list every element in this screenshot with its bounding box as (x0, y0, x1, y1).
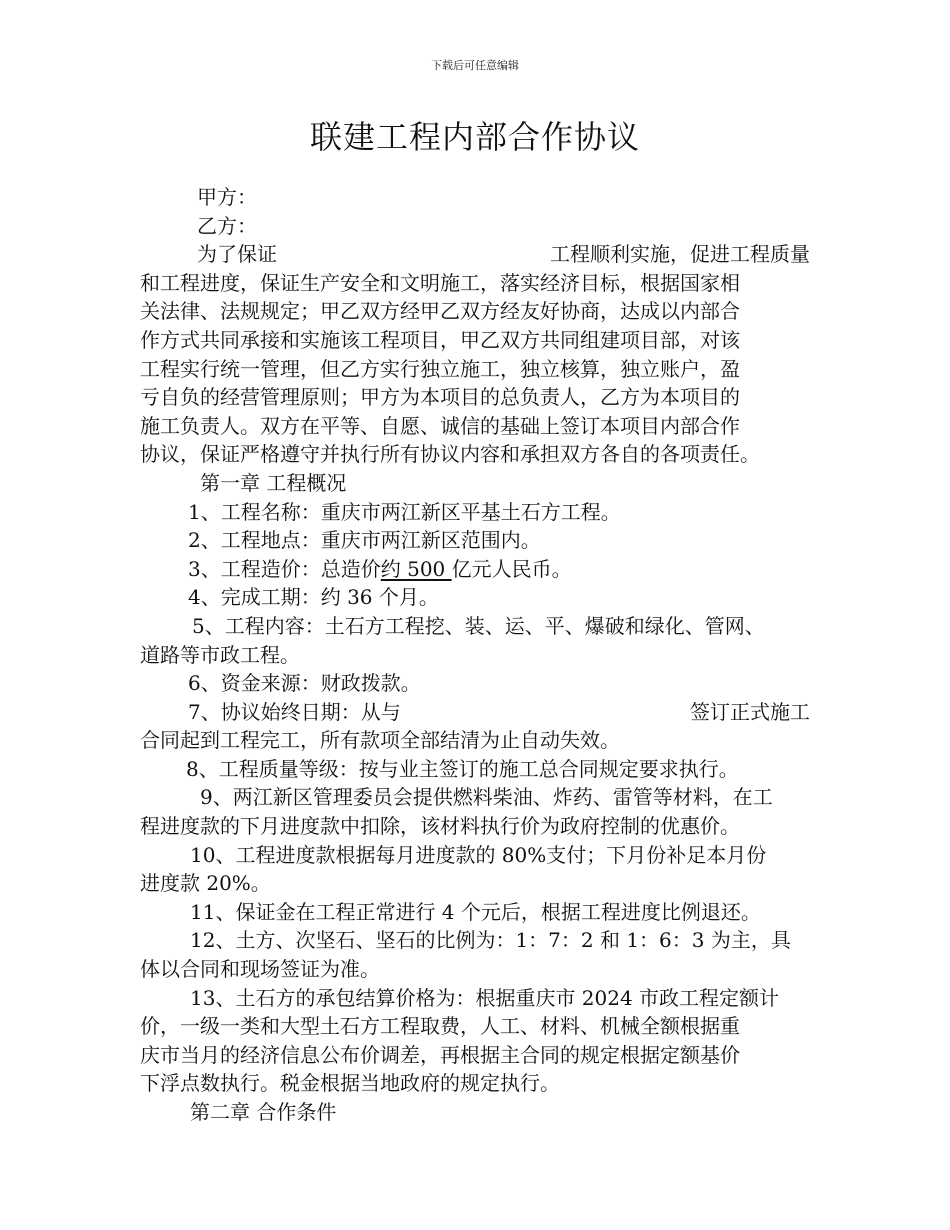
clause-item-cont: 合同起到工程完工，所有款项全部结清为止自动失效。 (140, 728, 620, 753)
clause-item: 10、工程进度款根据每月进度款的 80%支付；下月份补足本月份 (190, 842, 767, 867)
intro-line: 亏自负的经营管理原则；甲方为本项目的总负责人，乙方为本项目的 (140, 385, 740, 410)
clause-item-cont: 体以合同和现场签证为准。 (140, 957, 380, 982)
clause-item: 8、工程质量等级：按与业主签订的施工总合同规定要求执行。 (186, 756, 739, 781)
clause-text: 7、协议始终日期：从与 (188, 699, 401, 724)
intro-line: 和工程进度，保证生产安全和文明施工，落实经济目标，根据国家相 (140, 270, 740, 295)
clause-item: 6、资金来源：财政拨款。 (188, 671, 421, 696)
document-body (140, 183, 810, 1127)
intro-line: 作方式共同承接和实施该工程项目，甲乙双方共同组建项目部，对该 (140, 327, 740, 352)
intro-line: 关法律、法规规定；甲乙双方经甲乙双方经友好协商，达成以内部合 (140, 299, 740, 324)
clause-text: 亿元人民币。 (451, 556, 572, 581)
party-b-line: 乙方： (197, 213, 257, 238)
intro-text: 为了保证 (197, 242, 277, 267)
intro-text: 工程顺利实施，促进工程质量 (550, 242, 810, 267)
clause-item (140, 555, 810, 584)
clause-item-cont: 价，一级一类和大型土石方工程取费，人工、材料、机械全额根据重 (140, 1014, 740, 1039)
intro-line: 施工负责人。双方在平等、自愿、诚信的基础上签订本项目内部合作 (140, 413, 740, 438)
intro-line: 协议，保证严格遵守并执行所有协议内容和承担双方各自的各项责任。 (140, 442, 760, 467)
page-header: 下载后可任意编辑 (431, 59, 519, 72)
clause-item-cont: 庆市当月的经济信息公布价调差，再根据主合同的规定根据定额基价 (140, 1042, 740, 1067)
clause-text: 3、工程造价：总造价 (188, 556, 381, 581)
party-a-line: 甲方： (197, 185, 257, 209)
clause-item: 9、两江新区管理委员会提供燃料柴油、炸药、雷管等材料，在工 (200, 785, 773, 810)
clause-item: 5、工程内容：土石方工程挖、装、运、平、爆破和绿化、管网、 (192, 613, 765, 638)
clause-item: 2、工程地点：重庆市两江新区范围内。 (188, 528, 541, 553)
clause-item-cont: 程进度款的下月进度款中扣除，该材料执行价为政府控制的优惠价。 (140, 814, 740, 839)
clause-item-cont: 道路等市政工程。 (140, 642, 300, 667)
clause-text: 签订正式施工 (690, 699, 810, 724)
clause-item-cont: 下浮点数执行。税金根据当地政府的规定执行。 (140, 1071, 560, 1096)
intro-line-1 (140, 240, 810, 269)
document-title: 联建工程内部合作协议 (309, 118, 640, 156)
clause-item: 4、完成工期：约 36 个月。 (188, 585, 439, 610)
clause-item-cont: 进度款 20%。 (140, 871, 271, 896)
underlined-amount: 约 500 (380, 556, 452, 581)
clause-item: 13、土石方的承包结算价格为：根据重庆市 2024 市政工程定额计 (190, 985, 780, 1010)
clause-item: 12、土方、次坚石、坚石的比例为：1：7：2 和 1：6：3 为主，具 (190, 928, 791, 953)
intro-line: 工程实行统一管理，但乙方实行独立施工，独立核算，独立账户，盈 (140, 356, 740, 381)
clause-item (140, 698, 810, 727)
clause-item: 1、工程名称：重庆市两江新区平基土石方工程。 (188, 499, 621, 524)
chapter-heading: 第一章 工程概况 (200, 470, 347, 495)
chapter-heading: 第二章 合作条件 (190, 1100, 337, 1124)
clause-item: 11、保证金在工程正常进行 4 个元后，根据工程进度比例退还。 (190, 899, 761, 924)
